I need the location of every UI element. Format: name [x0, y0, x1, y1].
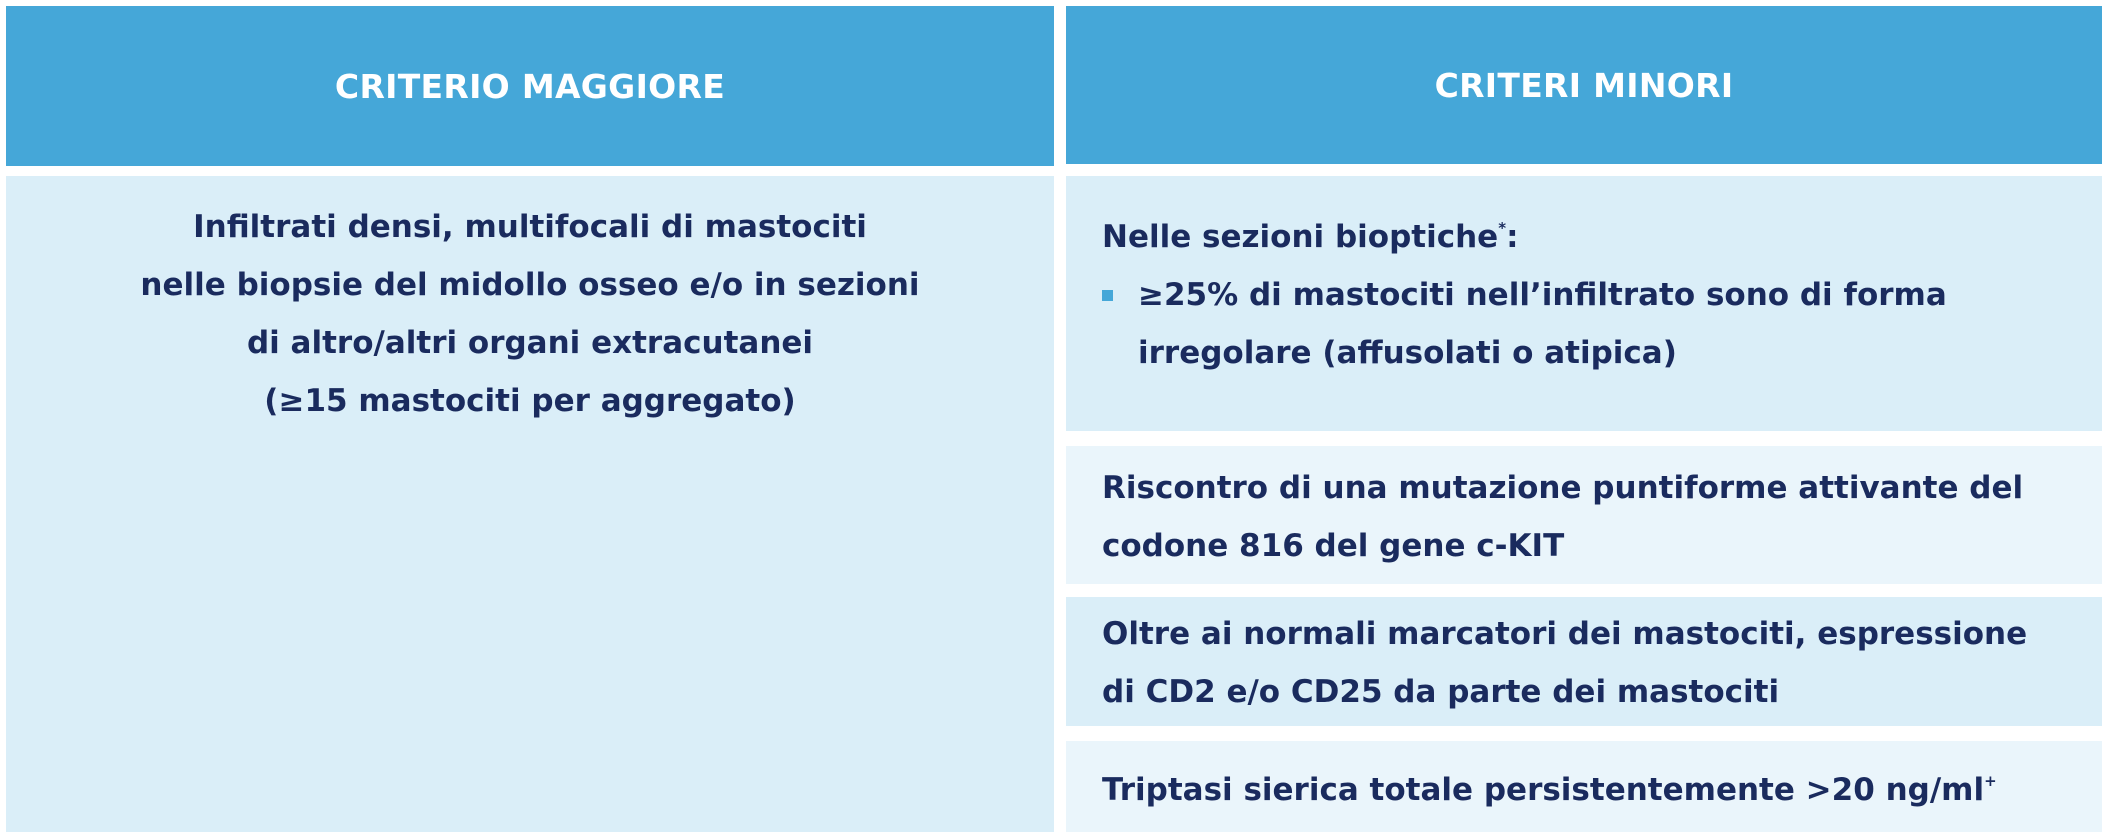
- footnote-mark: +: [1984, 772, 1997, 790]
- major-criterion-line: Infiltrati densi, multifocali di mastociti: [193, 209, 867, 245]
- bullet-text: [1138, 266, 1947, 382]
- major-criterion-line: di altro/altri organi extracutanei: [246, 325, 814, 361]
- markers-line: Oltre ai normali marcatori dei mastociti, espressione: [1102, 616, 2028, 652]
- major-criterion-cell: [6, 176, 1054, 832]
- header-major-criterion: [6, 6, 1054, 166]
- major-criterion-line: (≥15 mastociti per aggregato): [264, 383, 796, 419]
- minor-criterion-biopsy-cell: [1066, 176, 2102, 431]
- minor-criterion-markers-cell: [1066, 597, 2102, 726]
- minor-criterion-tryptase-cell: [1066, 741, 2102, 832]
- biopsy-intro-text: Nelle sezioni bioptiche: [1102, 219, 1499, 255]
- footnote-mark: *: [1498, 219, 1507, 237]
- bullet-item: [1102, 266, 2082, 382]
- major-criterion-line: nelle biopsie del midollo osseo e/o in sezioni: [140, 267, 920, 303]
- biopsy-intro: [1102, 199, 2082, 266]
- header-minor-label: CRITERI MINORI: [1434, 65, 1734, 105]
- biopsy-intro-suffix: :: [1506, 219, 1519, 255]
- tryptase-line: [1102, 752, 2082, 819]
- minor-criterion-mutation-cell: [1066, 446, 2102, 584]
- bullet-line: ≥25% di mastociti nell’infiltrato sono di forma: [1138, 277, 1947, 313]
- header-minor-criteria: [1066, 6, 2102, 164]
- mutation-line: codone 816 del gene c-KIT: [1102, 528, 1565, 564]
- square-bullet-icon: [1102, 290, 1113, 301]
- tryptase-text: Triptasi sierica totale persistentemente >20 ng/ml: [1102, 772, 1985, 808]
- mutation-line: Riscontro di una mutazione puntiforme attivante del: [1102, 470, 2024, 506]
- header-major-label: CRITERIO MAGGIORE: [334, 66, 726, 106]
- bullet-line: irregolare (affusolati o atipica): [1138, 335, 1677, 371]
- markers-line: di CD2 e/o CD25 da parte dei mastociti: [1102, 674, 1780, 710]
